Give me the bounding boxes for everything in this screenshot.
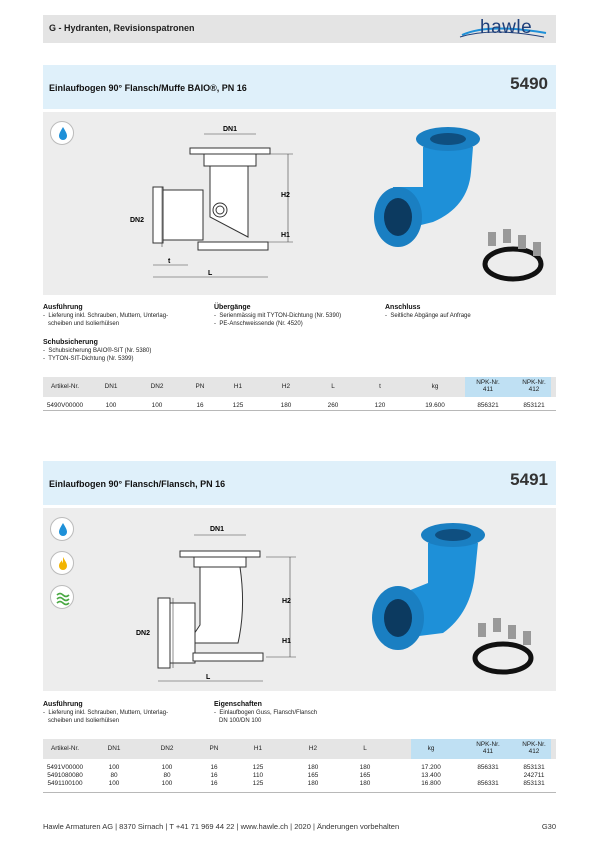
table-cell: 19.600 xyxy=(425,402,445,409)
table-cell: 180 xyxy=(307,764,319,771)
table-cell: 5491V00000 xyxy=(46,764,84,771)
table-cell: 120 xyxy=(374,402,386,409)
table-cell: 856321 xyxy=(477,402,499,409)
table-cell: 16 xyxy=(210,764,218,771)
dim-dn2: DN2 xyxy=(136,630,151,637)
uebergaenge-text: - Serienmässig mit TYTON-Dichtung (Nr. 5390) - PE-Anschweissende (Nr. 4520) xyxy=(214,313,342,327)
table-cell: 125 xyxy=(252,780,264,787)
eigenschaften-text: - Einlaufbogen Guss, Flansch/Flansch DN 100/DN 100 xyxy=(214,710,318,724)
column-header: NPK-Nr. 411 xyxy=(476,379,500,393)
technical-drawing-5490 xyxy=(118,117,298,287)
column-header: kg xyxy=(431,383,439,390)
product-number: 5490 xyxy=(510,74,548,93)
column-header: L xyxy=(331,383,335,390)
wave-icon xyxy=(50,585,74,609)
column-header: Artikel-Nr. xyxy=(50,383,80,390)
table-cell: 100 xyxy=(108,764,120,771)
page-header xyxy=(43,15,556,43)
column-header: H1 xyxy=(253,745,263,752)
uebergaenge-label: Übergänge xyxy=(214,304,251,311)
table-cell: 180 xyxy=(280,402,292,409)
table-cell: 180 xyxy=(307,780,319,787)
footer-text: Hawle Armaturen AG | 8370 Sirnach | T +41 71 969 44 22 | www.hawle.ch | 2020 | Änderungen vorbehalten xyxy=(43,822,400,831)
table-cell: 856331 xyxy=(477,764,499,771)
logo-text: hawle xyxy=(480,17,533,38)
table-cell: 5490V00000 xyxy=(46,402,84,409)
table-cell: 80 xyxy=(110,772,118,779)
eigenschaften-label: Eigenschaften xyxy=(214,701,262,708)
dim-h2: H2 xyxy=(282,598,291,605)
column-header: Artikel-Nr. xyxy=(50,745,80,752)
column-header: PN xyxy=(209,745,219,752)
page-number: G30 xyxy=(541,822,556,831)
dim-h2: H2 xyxy=(281,192,290,199)
table-cell: 853131 xyxy=(523,764,545,771)
dim-dn1: DN1 xyxy=(210,526,225,533)
technical-drawing-5491 xyxy=(118,513,298,688)
chapter-title: G - Hydranten, Revisionspatronen xyxy=(49,23,195,33)
table-cell: 17.200 xyxy=(421,764,441,771)
column-header: DN2 xyxy=(150,383,164,390)
schubsicherung-label: Schubsicherung xyxy=(43,339,98,346)
dim-dn2: DN2 xyxy=(130,217,145,224)
schubsicherung-text: - Schubsicherung BAIO®-SIT (Nr. 5380) - TYTON-SIT-Dichtung (Nr. 5399) xyxy=(43,348,152,362)
column-header: NPK-Nr. 412 xyxy=(522,379,546,393)
ausfuehrung-label: Ausführung xyxy=(43,701,83,708)
table-cell: 100 xyxy=(105,402,117,409)
ausfuehrung-text: - Lieferung inkl. Schrauben, Muttern, Unterlag- scheiben und Isolierhülsen xyxy=(43,710,169,724)
table-cell: 853121 xyxy=(523,402,545,409)
table-cell: 856331 xyxy=(477,780,499,787)
dim-l: L xyxy=(208,270,213,277)
column-header: DN1 xyxy=(107,745,121,752)
product-photo-5490 xyxy=(353,117,553,292)
table-cell: 100 xyxy=(108,780,120,787)
product-image-panel-5491 xyxy=(43,508,556,691)
dim-dn1: DN1 xyxy=(223,126,238,133)
table-cell: 242711 xyxy=(523,772,545,779)
table-cell: 100 xyxy=(161,780,173,787)
table-cell: 16 xyxy=(210,780,218,787)
anschluss-label: Anschluss xyxy=(385,304,421,311)
product-photo-5491 xyxy=(353,513,553,688)
product-name: Einlaufbogen 90° Flansch/Muffe BAIO®, PN 16 xyxy=(49,83,247,93)
table-cell: 180 xyxy=(359,764,371,771)
table-cell: 853131 xyxy=(523,780,545,787)
table-rule xyxy=(43,792,556,793)
ausfuehrung-text: - Lieferung inkl. Schrauben, Muttern, Unterlag- scheiben und Isolierhülsen xyxy=(43,313,169,327)
anschluss-text: - Seitliche Abgänge auf Anfrage xyxy=(385,313,471,319)
table-cell: 13.400 xyxy=(421,772,441,779)
table-cell: 5491100100 xyxy=(47,780,83,787)
table-cell: 180 xyxy=(359,780,371,787)
product-number: 5491 xyxy=(510,470,548,489)
table-cell: 100 xyxy=(151,402,163,409)
dim-h1: H1 xyxy=(282,638,291,645)
column-header: H2 xyxy=(281,383,291,390)
water-icon xyxy=(50,121,74,145)
column-header: L xyxy=(363,745,367,752)
table-cell: 125 xyxy=(252,764,264,771)
table-cell: 16 xyxy=(196,402,204,409)
product-title-bar-5491 xyxy=(43,461,556,505)
fire-icon xyxy=(50,551,74,575)
product-name: Einlaufbogen 90° Flansch/Flansch, PN 16 xyxy=(49,479,226,489)
dim-t: t xyxy=(168,258,171,265)
column-header: DN2 xyxy=(160,745,174,752)
product-image-panel-5490 xyxy=(43,112,556,295)
column-header: DN1 xyxy=(104,383,118,390)
column-header: H1 xyxy=(233,383,243,390)
column-header: NPK-Nr. 412 xyxy=(522,741,546,755)
hawle-logo xyxy=(458,17,550,41)
column-header: NPK-Nr. 411 xyxy=(476,741,500,755)
table-cell: 16 xyxy=(210,772,218,779)
column-header: kg xyxy=(427,745,435,752)
dim-h1: H1 xyxy=(281,232,290,239)
table-cell: 16.800 xyxy=(421,780,441,787)
table-cell: 80 xyxy=(163,772,171,779)
table-cell: 165 xyxy=(359,772,371,779)
table-rule xyxy=(43,410,556,411)
column-header: H2 xyxy=(308,745,318,752)
column-header: t xyxy=(379,383,381,390)
column-header: PN xyxy=(195,383,205,390)
ausfuehrung-label: Ausführung xyxy=(43,304,83,311)
water-icon xyxy=(50,517,74,541)
table-cell: 125 xyxy=(232,402,244,409)
product-title-bar-5490 xyxy=(43,65,556,109)
dim-l: L xyxy=(206,674,211,681)
table-cell: 165 xyxy=(307,772,319,779)
table-cell: 100 xyxy=(161,764,173,771)
table-cell: 110 xyxy=(252,772,264,779)
table-cell: 5491080080 xyxy=(47,772,83,779)
table-cell: 260 xyxy=(327,402,339,409)
